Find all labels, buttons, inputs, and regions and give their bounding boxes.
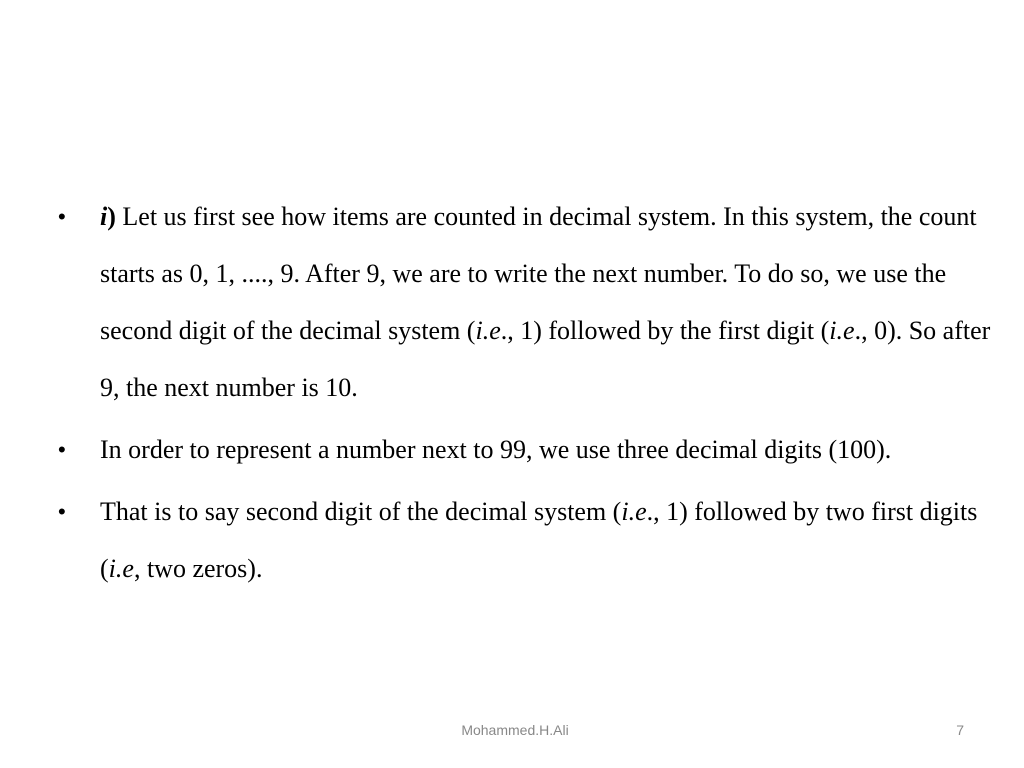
item-label: i: [100, 202, 108, 231]
bullet-list: [56, 188, 1016, 602]
italic-abbrev: i.e: [475, 316, 501, 345]
text-segment: Let us first see how items are counted in decimal system. In this system, the count starts as 0, 1, ...., 9. After 9, we are to write the next number. To do so, we use the second digit of the decimal system (: [100, 202, 977, 345]
page-number: 7: [956, 722, 964, 738]
italic-abbrev: i.e: [829, 316, 855, 345]
bullet-dot-icon: •: [58, 204, 66, 229]
bullet-item: [56, 188, 1016, 416]
bullet-text: [100, 435, 891, 464]
bullet-text: [100, 497, 977, 583]
text-segment: In order to represent a number next to 99, we use three decimal digits (100).: [100, 435, 892, 464]
bullet-item: [56, 483, 1016, 597]
bullet-dot-icon: •: [58, 437, 66, 462]
italic-abbrev: i.e: [108, 554, 134, 583]
text-segment: That is to say second digit of the decimal system (: [100, 497, 622, 526]
text-segment: ., 1) followed by two first digits (: [100, 497, 978, 583]
italic-abbrev: i.e: [621, 497, 647, 526]
text-segment: , two zeros).: [133, 554, 263, 583]
text-segment: ., 0). So after 9, the next number is 10.: [100, 316, 991, 402]
footer-author: Mohammed.H.Ali: [461, 722, 569, 738]
item-label-paren: ): [107, 202, 116, 231]
bullet-text: [100, 202, 990, 402]
text-segment: ., 1) followed by the first digit (: [500, 316, 830, 345]
bullet-item: [56, 421, 1016, 478]
bullet-dot-icon: •: [58, 499, 66, 524]
